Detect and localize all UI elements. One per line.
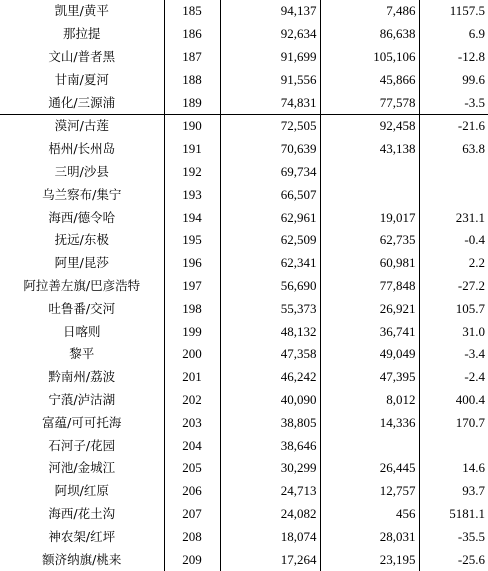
rank-cell: 192 (164, 161, 220, 184)
value-2-cell: 14,336 (320, 411, 419, 434)
value-1-cell: 74,831 (220, 91, 320, 114)
value-1-cell: 38,646 (220, 434, 320, 457)
airport-name-cell: 阿里/昆莎 (54, 255, 109, 271)
value-1-cell: 91,699 (220, 46, 320, 69)
value-1-cell: 38,805 (220, 411, 320, 434)
value-1-cell: 47,358 (220, 343, 320, 366)
value-2-cell: 26,445 (320, 457, 419, 480)
table-row (0, 411, 488, 434)
table-row (0, 206, 488, 229)
change-percent-cell: -35.5 (419, 525, 488, 548)
value-1-cell: 46,242 (220, 366, 320, 389)
rank-cell: 208 (164, 525, 220, 548)
value-1-cell: 91,556 (220, 68, 320, 91)
value-1-cell: 18,074 (220, 525, 320, 548)
rank-cell: 196 (164, 252, 220, 275)
value-2-cell: 77,848 (320, 275, 419, 298)
change-percent-cell: -12.8 (419, 46, 488, 69)
change-percent-cell: -0.4 (419, 229, 488, 252)
airport-name-cell: 阿拉善左旗/巴彦浩特 (23, 277, 141, 293)
value-2-cell: 77,578 (320, 91, 419, 114)
airport-name-cell: 漠河/古莲 (54, 118, 109, 134)
rank-cell: 188 (164, 68, 220, 91)
change-percent-cell: -21.6 (419, 114, 488, 137)
airport-name-cell: 海西/德令哈 (48, 209, 116, 225)
airport-name-cell: 海西/花土沟 (48, 505, 116, 521)
table-row (0, 183, 488, 206)
change-percent-cell: -25.6 (419, 548, 488, 571)
table-row (0, 91, 488, 114)
table-row (0, 114, 488, 137)
value-2-cell: 47,395 (320, 366, 419, 389)
table-row (0, 434, 488, 457)
value-1-cell: 56,690 (220, 275, 320, 298)
value-2-cell: 8,012 (320, 389, 419, 412)
value-1-cell: 62,341 (220, 252, 320, 275)
rank-cell: 207 (164, 503, 220, 526)
airport-name-cell: 宁蒗/泸沽湖 (48, 391, 116, 407)
value-1-cell: 70,639 (220, 138, 320, 161)
table-row (0, 343, 488, 366)
airport-name-cell: 日喀则 (62, 323, 101, 339)
airport-name-cell: 吐鲁番/交河 (48, 300, 116, 316)
airport-name-cell: 三明/沙县 (54, 163, 109, 179)
change-percent-cell: -2.4 (419, 366, 488, 389)
value-2-cell: 19,017 (320, 206, 419, 229)
rank-cell: 197 (164, 275, 220, 298)
table-row (0, 320, 488, 343)
change-percent-cell: 5181.1 (419, 503, 488, 526)
value-2-cell: 62,735 (320, 229, 419, 252)
airport-name-cell: 富蕴/可可托海 (42, 414, 122, 430)
change-percent-cell: 6.9 (419, 23, 488, 46)
table-row (0, 366, 488, 389)
value-2-cell: 23,195 (320, 548, 419, 571)
change-percent-cell: -3.4 (419, 343, 488, 366)
airport-name-cell: 凯里/黄平 (54, 3, 109, 19)
change-percent-cell: 2.2 (419, 252, 488, 275)
change-percent-cell: 231.1 (419, 206, 488, 229)
change-percent-cell (419, 434, 488, 457)
change-percent-cell (419, 183, 488, 206)
table-row (0, 68, 488, 91)
value-2-cell: 60,981 (320, 252, 419, 275)
value-1-cell: 66,507 (220, 183, 320, 206)
rank-cell: 209 (164, 548, 220, 571)
change-percent-cell (419, 161, 488, 184)
value-1-cell: 55,373 (220, 297, 320, 320)
value-2-cell (320, 161, 419, 184)
table-row (0, 229, 488, 252)
value-2-cell: 86,638 (320, 23, 419, 46)
value-2-cell: 105,106 (320, 46, 419, 69)
airport-name-cell: 文山/普者黑 (48, 48, 116, 64)
table-row (0, 252, 488, 275)
airport-name-cell: 甘南/夏河 (54, 71, 109, 87)
change-percent-cell: 400.4 (419, 389, 488, 412)
rank-cell: 204 (164, 434, 220, 457)
airport-name-cell: 黔南州/荔波 (48, 369, 116, 385)
value-2-cell: 49,049 (320, 343, 419, 366)
airport-name-cell: 阿坝/红原 (54, 483, 109, 499)
airport-name-cell: 神农架/红坪 (48, 528, 116, 544)
airport-name-cell: 黎平 (69, 346, 95, 362)
value-2-cell: 7,486 (320, 0, 419, 23)
rank-cell: 187 (164, 46, 220, 69)
table-row (0, 297, 488, 320)
rank-cell: 206 (164, 480, 220, 503)
rank-cell: 200 (164, 343, 220, 366)
value-2-cell: 26,921 (320, 297, 419, 320)
table-row (0, 161, 488, 184)
rank-cell: 199 (164, 320, 220, 343)
table-row (0, 457, 488, 480)
airport-name-cell: 石河子/花园 (48, 437, 116, 453)
change-percent-cell: -27.2 (419, 275, 488, 298)
table-row (0, 0, 488, 23)
value-1-cell: 24,082 (220, 503, 320, 526)
rank-cell: 193 (164, 183, 220, 206)
value-1-cell: 62,961 (220, 206, 320, 229)
value-1-cell: 24,713 (220, 480, 320, 503)
rank-cell: 186 (164, 23, 220, 46)
value-1-cell: 92,634 (220, 23, 320, 46)
table-row (0, 46, 488, 69)
rank-cell: 190 (164, 114, 220, 137)
value-1-cell: 40,090 (220, 389, 320, 412)
table-row (0, 548, 488, 571)
table-row (0, 23, 488, 46)
table-row (0, 138, 488, 161)
value-2-cell: 28,031 (320, 525, 419, 548)
value-2-cell: 456 (320, 503, 419, 526)
airport-name-cell: 河池/金城江 (48, 460, 116, 476)
table-row (0, 389, 488, 412)
table-row (0, 503, 488, 526)
rank-cell: 205 (164, 457, 220, 480)
value-1-cell: 72,505 (220, 114, 320, 137)
airport-name-cell: 梧州/长州岛 (48, 141, 116, 157)
rank-cell: 191 (164, 138, 220, 161)
value-2-cell: 36,741 (320, 320, 419, 343)
change-percent-cell: 93.7 (419, 480, 488, 503)
airport-name-cell: 那拉提 (62, 26, 101, 42)
value-2-cell: 12,757 (320, 480, 419, 503)
change-percent-cell: 99.6 (419, 68, 488, 91)
value-1-cell: 94,137 (220, 0, 320, 23)
rank-cell: 203 (164, 411, 220, 434)
airport-name-cell: 抚远/东极 (54, 232, 109, 248)
value-1-cell: 69,734 (220, 161, 320, 184)
value-2-cell: 92,458 (320, 114, 419, 137)
rank-cell: 189 (164, 91, 220, 114)
rank-cell: 198 (164, 297, 220, 320)
airport-name-cell: 额济纳旗/桃来 (42, 551, 122, 567)
value-1-cell: 48,132 (220, 320, 320, 343)
change-percent-cell: 31.0 (419, 320, 488, 343)
rank-cell: 195 (164, 229, 220, 252)
value-2-cell: 45,866 (320, 68, 419, 91)
value-1-cell: 62,509 (220, 229, 320, 252)
value-1-cell: 30,299 (220, 457, 320, 480)
change-percent-cell: 63.8 (419, 138, 488, 161)
change-percent-cell: -3.5 (419, 91, 488, 114)
change-percent-cell: 14.6 (419, 457, 488, 480)
airport-name-cell: 通化/三源浦 (0, 91, 164, 114)
rank-cell: 185 (164, 0, 220, 23)
value-2-cell (320, 434, 419, 457)
value-2-cell: 43,138 (320, 138, 419, 161)
value-1-cell: 17,264 (220, 548, 320, 571)
change-percent-cell: 105.7 (419, 297, 488, 320)
rank-cell: 202 (164, 389, 220, 412)
airport-name-cell: 乌兰察布/集宁 (42, 186, 122, 202)
rank-cell: 194 (164, 206, 220, 229)
change-percent-cell: 1157.5 (419, 0, 488, 23)
table-row (0, 275, 488, 298)
table-row (0, 480, 488, 503)
value-2-cell (320, 183, 419, 206)
change-percent-cell: 170.7 (419, 411, 488, 434)
table-row (0, 525, 488, 548)
rank-cell: 201 (164, 366, 220, 389)
